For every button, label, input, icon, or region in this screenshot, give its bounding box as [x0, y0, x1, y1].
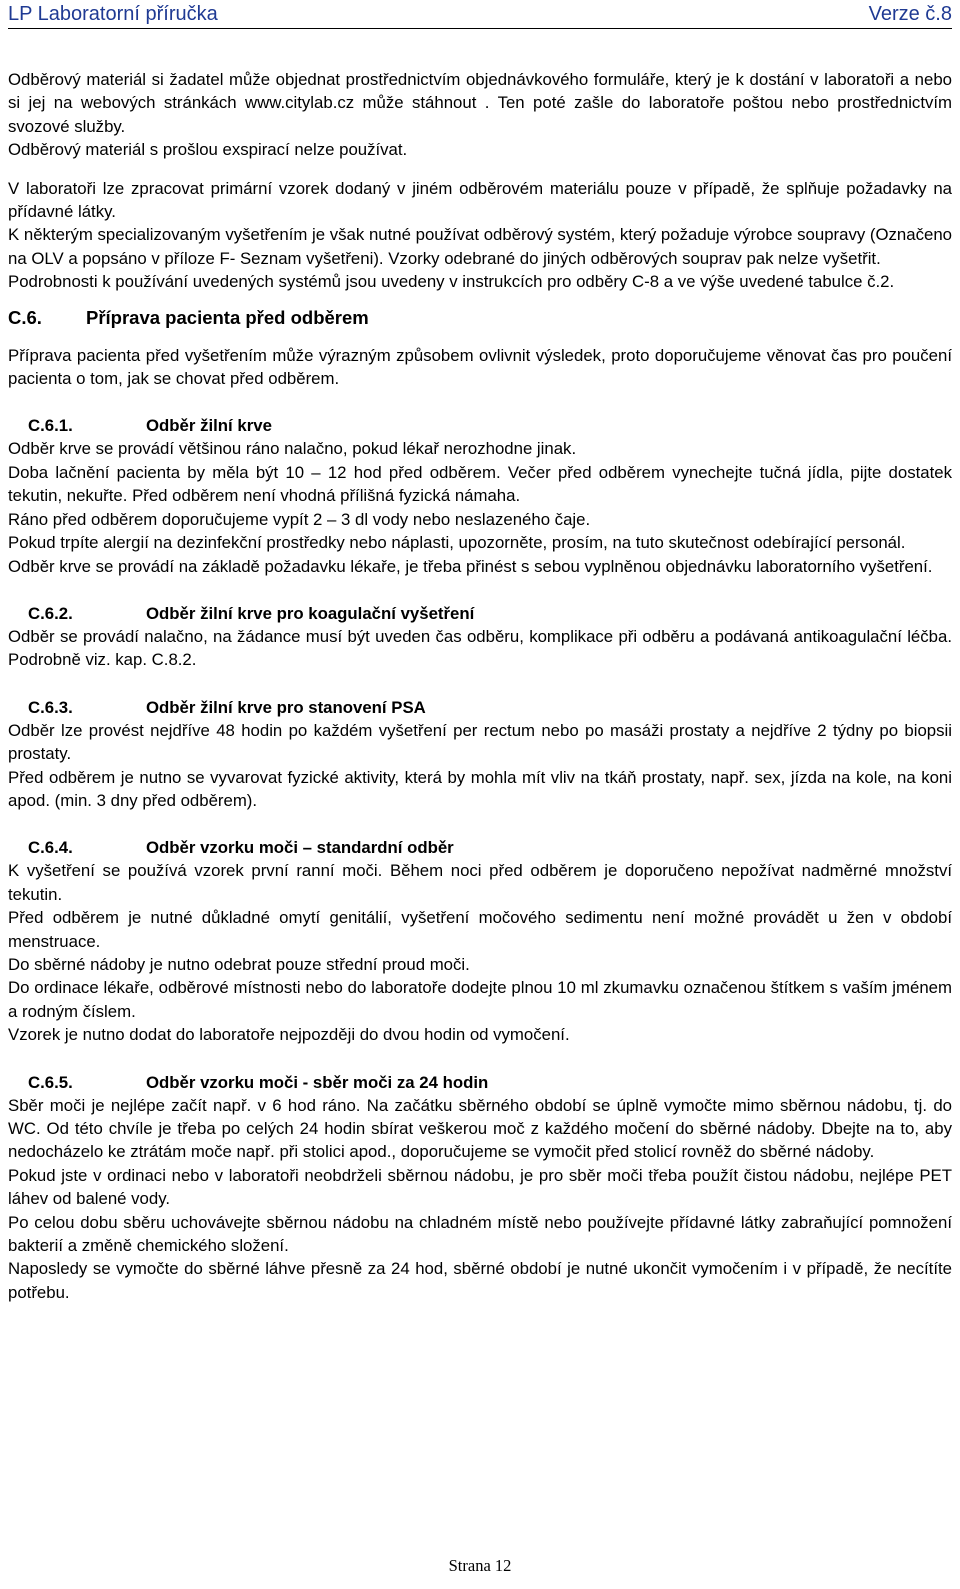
subsection-paragraph: Odběr se provádí nalačno, na žádance musí být uveden čas odběru, komplikace při odběru a podávaná antikoagulační léčba. Podrobně viz. kap. C.8.2. — [8, 626, 952, 670]
subsection-paragraph: Před odběrem je nutno se vyvarovat fyzické aktivity, která by mohla mít vliv na tkáň prostaty, např. sex, jízda na kole, na koni apod. (min. 3 dny před odběrem). — [8, 767, 952, 810]
subsection-paragraph: Vzorek je nutno dodat do laboratoře nejpozději do dvou hodin od vymočení. — [8, 1025, 570, 1045]
subsection-paragraph: Ráno před odběrem doporučujeme vypít 2 – 3 dl vody nebo neslazeného čaje. — [8, 509, 591, 529]
subsection-paragraph: Sběr moči je nejlépe začít např. v 6 hod ráno. Na začátku sběrného období se úplně vymočte mimo sběrnou nádobu, tj. do WC. Od této chvíle je třeba po celých 24 hodin sbírat veškerou moč z každého močení do sběrné nádoby. Dbejte na to, aby nedocházelo ke ztrátám moče např. při stolici apod., doporučujeme se vymočit před stolicí rovněž do sběrné nádoby. — [8, 1095, 952, 1162]
page-footer: Strana 12 — [448, 1556, 512, 1575]
subsection-number: C.6.1. — [28, 416, 73, 436]
intro-paragraph-1 — [8, 68, 952, 138]
intro-paragraph-2: Odběrový materiál s prošlou exspirací nelze používat. — [8, 140, 408, 160]
subsection-paragraph: Odběr krve se provádí na základě požadavku lékaře, je třeba přinést s sebou vyplněnou objednávku laboratorního vyšetření. — [8, 556, 933, 576]
subsection-heading — [8, 414, 952, 437]
subsection-paragraph: Odběr lze provést nejdříve 48 hodin po každém vyšetření per rectum nebo po masáži prostaty a nejdříve 2 týdny po biopsii prostaty. — [8, 720, 952, 764]
intro-paragraph-5: Podrobnosti k používání uvedených systémů jsou uvedeny v instrukcích pro odběry C-8 a ve výše uvedené tabulce č.2. — [8, 272, 895, 292]
website-link[interactable]: www.citylab.cz — [245, 93, 355, 113]
subsection-title: Odběr vzorku moči - sběr moči za 24 hodin — [146, 1072, 489, 1092]
subsection-heading — [8, 602, 952, 625]
intro-paragraph-3: V laboratoři lze zpracovat primární vzorek dodaný v jiném odběrovém materiálu pouze v případě, že splňuje požadavky na přídavné látky. — [8, 178, 952, 222]
intro-text-cont: může stáhnout . Ten poté zašle do laboratoře poštou nebo prostřednictvím svozové služby. — [8, 93, 953, 136]
page-header — [8, 2, 952, 29]
subsection-heading — [8, 696, 952, 719]
subsection-paragraph: Pokud trpíte alergií na dezinfekční prostředky nebo náplasti, upozorněte, prosím, na tuto skutečnost odebírající personál. — [8, 533, 906, 553]
subsection-number: C.6.2. — [28, 603, 73, 623]
subsection-title: Odběr žilní krve — [146, 416, 272, 436]
section-title: Příprava pacienta před odběrem — [86, 306, 369, 328]
subsection-paragraph: Pokud jste v ordinaci nebo v laboratoři neobdrželi sběrnou nádobu, je pro sběr moči třeba použít čistou nádobu, nejlépe PET láhev od balené vody. — [8, 1165, 952, 1209]
subsection-number: C.6.3. — [28, 697, 73, 717]
subsection-paragraph: Do ordinace lékaře, odběrové místnosti nebo do laboratoře dodejte plnou 10 ml zkumavku označenou štítkem s vaším jménem a rodným číslem. — [8, 978, 952, 1021]
subsection-list — [8, 390, 952, 1304]
subsection-paragraph: Doba lačnění pacienta by měla být 10 – 12 hod před odběrem. Večer před odběrem vynechejte tučná jídla, pijte dostatek tekutin, nekuřte. Před odběrem není vhodná přílišná fyzická námaha. — [8, 462, 952, 506]
subsection-title: Odběr vzorku moči – standardní odběr — [146, 838, 454, 858]
subsection-paragraph: Odběr krve se provádí většinou ráno nalačno, pokud lékař nerozhodne jinak. — [8, 439, 577, 459]
subsection-title: Odběr žilní krve pro koagulační vyšetření — [146, 603, 475, 623]
subsection-paragraph: Naposledy se vymočte do sběrné láhve přesně za 24 hod, sběrné období je nutné ukončit vymočením i v případě, že necítíte potřebu. — [8, 1259, 952, 1302]
intro-paragraph-4: K některým specializovaným vyšetřením je však nutné používat odběrový systém, který požaduje výrobce soupravy (Označeno na OLV a popsáno v příloze F- Seznam vyšetřeni). Vzorky odebrané do jiných odběrových souprav pak nelze vyšetřit. — [8, 225, 952, 268]
subsection-paragraph: Před odběrem je nutné důkladné omytí genitálií, vyšetření močového sedimentu není možné provádět u žen v období menstruace. — [8, 908, 952, 951]
subsection-paragraph: Po celou dobu sběru uchovávejte sběrnou nádobu na chladném místě nebo používejte přídavné látky zabraňující pomnožení bakterií a změně chemického složení. — [8, 1212, 952, 1256]
subsection-number: C.6.5. — [28, 1072, 73, 1092]
subsection-title: Odběr žilní krve pro stanovení PSA — [146, 697, 426, 717]
subsection-paragraph: K vyšetření se používá vzorek první ranní moči. Během noci před odběrem je doporučeno nepožívat nadměrné množství tekutin. — [8, 861, 952, 904]
section-number: C.6. — [8, 306, 42, 328]
intro-text: Odběrový materiál si žadatel může objednat prostřednictvím objednávkového formuláře, který je k dostání v laboratoři a nebo si jej na webových stránkách — [8, 70, 952, 113]
subsection-number: C.6.4. — [28, 838, 73, 858]
document-body — [8, 68, 952, 1304]
header-title: LP Laboratorní příručka — [8, 3, 218, 25]
section-heading — [8, 306, 952, 330]
subsection-heading — [8, 836, 952, 859]
subsection-heading — [8, 1071, 952, 1094]
subsection-paragraph: Do sběrné nádoby je nutno odebrat pouze střední proud moči. — [8, 954, 470, 974]
header-version: Verze č.8 — [868, 3, 952, 25]
section-text: Příprava pacienta před vyšetřením může výrazným způsobem ovlivnit výsledek, proto doporučujeme věnovat čas pro poučení pacienta o tom, jak se chovat před odběrem. — [8, 345, 952, 389]
